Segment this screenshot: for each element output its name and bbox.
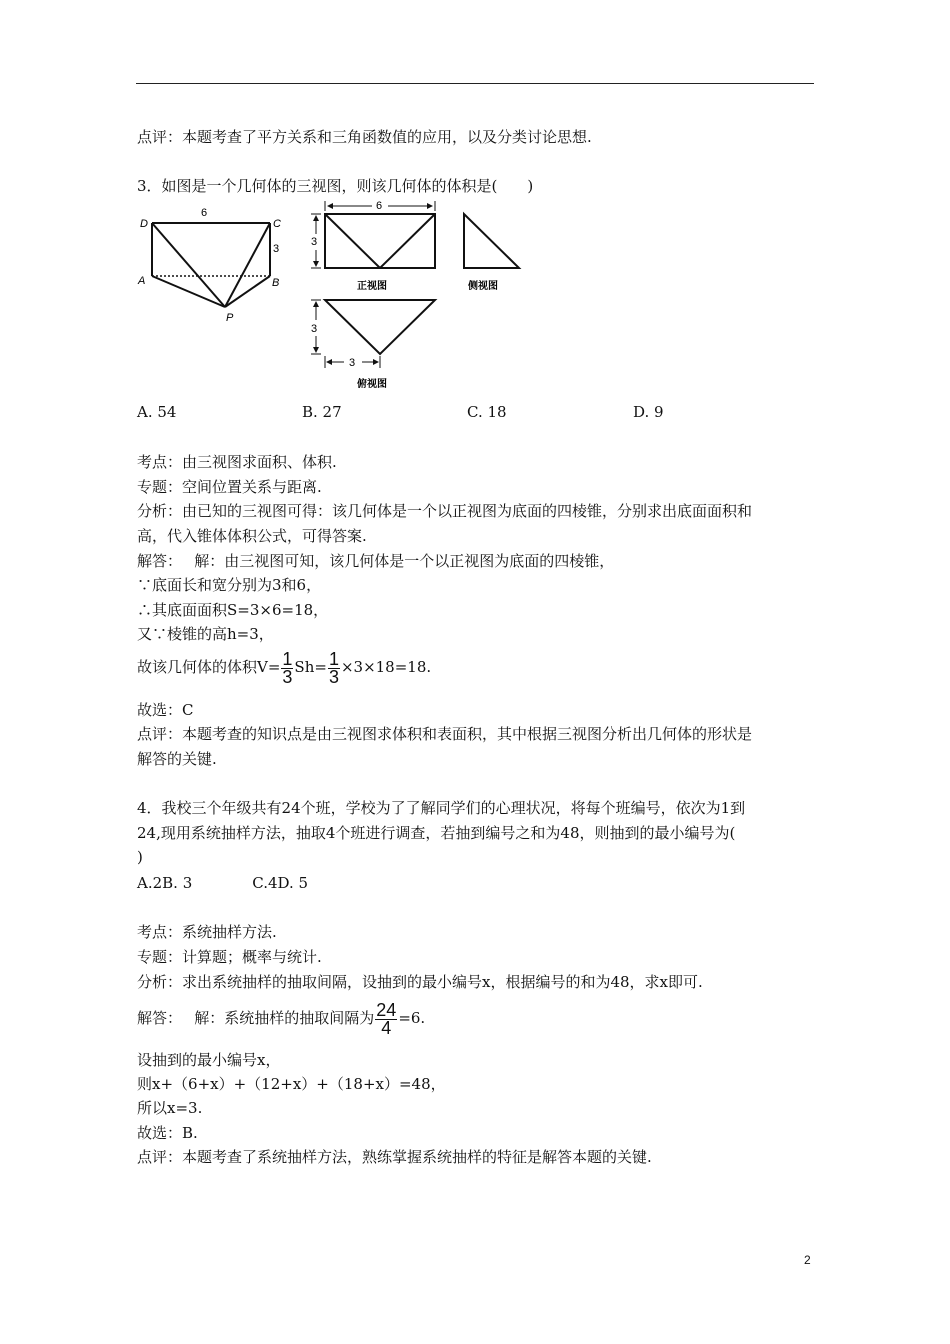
- label-A: A: [138, 275, 146, 287]
- header-rule: [136, 83, 814, 84]
- q3-zhuanti: 专题：空间位置关系与距离.: [137, 478, 322, 496]
- q4-stem-3: ): [137, 848, 143, 866]
- q4-fenxi: 分析：求出系统抽样的抽取间隔，设抽到的最小编号x，根据编号的和为48，求x即可.: [137, 973, 703, 991]
- q3-option-c: C. 18: [467, 403, 507, 421]
- q3-jieda-5a: 故该几何体的体积V=: [137, 658, 281, 676]
- q3-jieda-2: ∵底面长和宽分别为3和6，: [137, 576, 322, 594]
- q4-options: A.2B. 3 C.4D. 5: [137, 874, 309, 892]
- q4-stem-2: 24,现用系统抽样方法，抽取4个班进行调查，若抽到编号之和为48，则抽到的最小编号为(: [137, 824, 736, 842]
- q4-jieda: [137, 999, 425, 1037]
- q3-jieda-4: 又∵棱锥的高h=3，: [137, 625, 274, 643]
- q3-volume-formula: [137, 648, 431, 686]
- q3-option-d: D. 9: [633, 403, 664, 421]
- q3-review-2: 解答的关键.: [137, 750, 217, 768]
- q4-kaodian: 考点：系统抽样方法.: [137, 923, 277, 941]
- side-view-caption: 侧视图: [468, 281, 498, 292]
- q4-review: 点评：本题考查了系统抽样方法，熟练掌握系统抽样的特征是解答本题的关键.: [137, 1148, 652, 1166]
- top-half-label: 3: [349, 357, 356, 369]
- q4-zhuanti: 专题：计算题；概率与统计.: [137, 948, 322, 966]
- label-B: B: [272, 277, 280, 289]
- q4-guxuan: 故选：B.: [137, 1124, 198, 1142]
- q3-jieda-5b: Sh=: [294, 658, 327, 676]
- q3-jieda-5c: ×3×18=18.: [340, 658, 432, 676]
- q3-jieda-1: 解答： 解：由三视图可知，该几何体是一个以正视图为底面的四棱锥，: [137, 552, 615, 570]
- fraction-one-third-b: $\frac{1}{3}$: [328, 648, 339, 687]
- pyramid-figure: [132, 200, 282, 325]
- label-C: C: [273, 218, 281, 230]
- q4-jieda-b: =6.: [398, 1009, 426, 1027]
- q3-stem: 3．如图是一个几何体的三视图，则该几何体的体积是( ): [137, 177, 534, 195]
- q3-fenxi-1: 分析：由已知的三视图可得：该几何体是一个以正视图为底面的四棱锥，分别求出底面面积和: [137, 502, 753, 520]
- fraction-24-over-4: $\frac{24}{4}$: [376, 999, 397, 1038]
- q3-option-b: B. 27: [302, 403, 342, 421]
- front-width-label: 6: [376, 200, 383, 212]
- page-number: 2: [804, 1253, 811, 1267]
- front-view-caption: 正视图: [357, 281, 387, 292]
- q3-review-1: 点评：本题考查的知识点是由三视图求体积和表面积，其中根据三视图分析出几何体的形状是: [137, 725, 753, 743]
- top-height-label: 3: [311, 323, 318, 335]
- q4-stem-1: 4．我校三个年级共有24个班，学校为了了解同学们的心理状况，将每个班编号，依次为1到: [137, 799, 746, 817]
- label-top-len: 6: [201, 207, 208, 219]
- q3-fenxi-2: 高，代入锥体体积公式，可得答案.: [137, 527, 367, 545]
- q3-guxuan: 故选：C: [137, 701, 194, 719]
- label-D: D: [140, 218, 148, 230]
- q4-line-3: 所以x=3.: [137, 1099, 203, 1117]
- top-view-caption: 俯视图: [357, 379, 387, 390]
- q3-kaodian: 考点：由三视图求面积、体积.: [137, 453, 337, 471]
- label-side-len: 3: [273, 243, 280, 255]
- q4-line-2: 则x+（6+x）+（12+x）+（18+x）=48，: [137, 1075, 446, 1093]
- front-height-label: 3: [311, 236, 318, 248]
- review-prev: 点评：本题考查了平方关系和三角函数值的应用，以及分类讨论思想.: [137, 128, 592, 146]
- three-views-figure: [300, 196, 530, 392]
- q3-option-a: A. 54: [137, 403, 177, 421]
- q3-jieda-3: ∴其底面面积S=3×6=18，: [137, 601, 329, 619]
- q4-jieda-a: 解答： 解：系统抽样的抽取间隔为: [137, 1009, 375, 1027]
- label-P: P: [226, 312, 234, 324]
- fraction-one-third-a: $\frac{1}{3}$: [282, 648, 293, 687]
- q4-line-1: 设抽到的最小编号x，: [137, 1051, 281, 1069]
